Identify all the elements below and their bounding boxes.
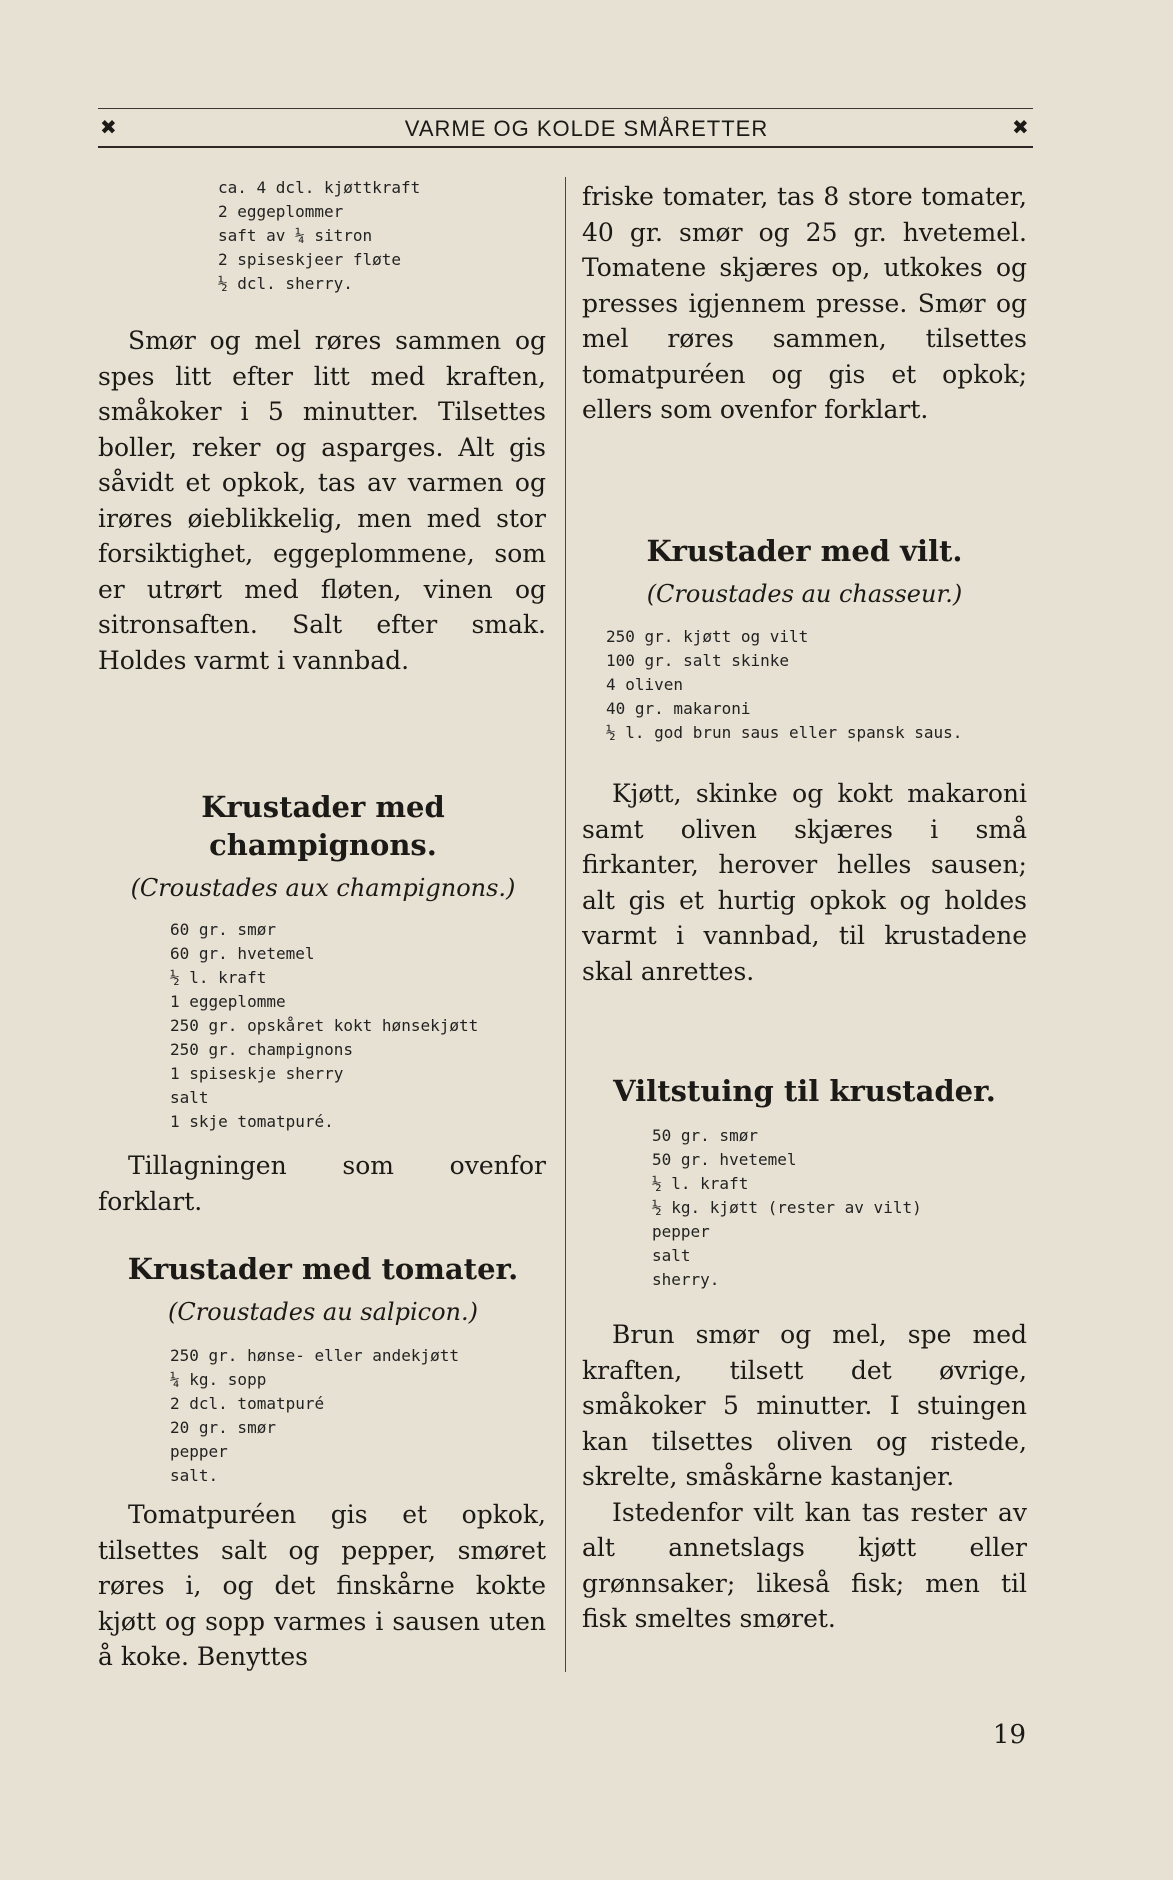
ingredient-item: 20 gr. smør <box>170 1418 276 1437</box>
subtitle-croustades-champignons: (Croustades aux champignons.) <box>130 874 516 902</box>
running-header-title: VARME OG KOLDE SMÅRETTER <box>404 116 769 141</box>
heading-viltstuing: Viltstuing til krustader. <box>613 1074 996 1108</box>
ingredient-item: salt <box>170 1088 209 1107</box>
ingredient-item: 50 gr. smør <box>652 1126 758 1145</box>
ingredient-item: ½ l. kraft <box>170 968 267 987</box>
ingredient-item: 250 gr. champignons <box>170 1040 354 1059</box>
ingredient-item: ½ l. kraft <box>652 1174 749 1193</box>
page-number: 19 <box>992 1720 1026 1750</box>
ingredient-item: 2 dcl. tomatpuré <box>170 1394 325 1413</box>
column-divider <box>565 177 566 1672</box>
paragraph-champignons-instructions: Tillagningen som ovenfor forklart. <box>98 1151 546 1216</box>
heading-krustader-champignons: Krustader med champignons. <box>201 790 445 862</box>
heading-krustader-tomater: Krustader med tomater. <box>127 1252 519 1286</box>
ingredient-item: 50 gr. hvetemel <box>652 1150 797 1169</box>
paragraph-tomater-continued: friske tomater, tas 8 store tomater, 40 gr. smør og 25 gr. hvetemel. Tomatene skjæres op, utkokes og presses igjennem presse. Smør og mel røres sammen, tilsettes tomatpuréen og gis et opkok; ellers som ovenfor forklart. <box>582 182 1027 424</box>
ingredient-item: ½ l. god brun saus eller spansk saus. <box>606 723 963 742</box>
header-rule-bottom <box>98 146 1033 148</box>
ingredient-item: 250 gr. hønse- eller andekjøtt <box>170 1346 459 1365</box>
ingredient-item: 250 gr. opskåret kokt hønsekjøtt <box>170 1016 479 1035</box>
ingredient-item: saft av ¼ sitron <box>218 226 373 245</box>
subtitle-croustades-salpicon: (Croustades au salpicon.) <box>168 1298 478 1326</box>
ingredient-item: 40 gr. makaroni <box>606 699 751 718</box>
ingredient-item: 60 gr. smør <box>170 920 276 939</box>
header-left-ornament-icon: ✖ <box>100 115 117 139</box>
ingredient-item: ½ dcl. sherry. <box>218 274 353 293</box>
ingredient-item: 2 spiseskjeer fløte <box>218 250 402 269</box>
ingredient-item: 4 oliven <box>606 675 684 694</box>
ingredient-item: sherry. <box>652 1270 720 1289</box>
ingredient-item: 2 eggeplommer <box>218 202 344 221</box>
paragraph-sauce-instructions: Smør og mel røres sammen og spes litt efter litt med kraften, småkoker i 5 minutter. Tilsettes boller, reker og asparges. Alt gis såvidt et opkok, tas av varmen og irøres øieblikkelig, men med stor forsiktighet, eggeplommene, som er utrørt med fløten, vinen og sitronsaften. Salt efter smak. Holdes varmt i vannbad. <box>98 326 546 675</box>
ingredient-item: pepper <box>170 1442 228 1461</box>
ingredient-item: salt. <box>170 1466 219 1485</box>
ingredient-item: pepper <box>652 1222 710 1241</box>
paragraph-vilt-instructions: Kjøtt, skinke og kokt makaroni samt oliven skjæres i små firkanter, herover helles sausen; alt gis et hurtig opkok og holdes varmt i vannbad, til krustadene skal anrettes. <box>582 779 1027 986</box>
ingredient-list-sauce <box>218 176 420 296</box>
ingredient-item: 60 gr. hvetemel <box>170 944 315 963</box>
ingredient-item: ca. 4 dcl. kjøttkraft <box>218 178 421 197</box>
ingredient-item: 1 eggeplomme <box>170 992 286 1011</box>
ingredient-item: 250 gr. kjøtt og vilt <box>606 627 809 646</box>
header-right-ornament-icon: ✖ <box>1012 115 1029 139</box>
ingredient-list-champignons <box>170 918 478 1134</box>
header-rule-top <box>98 108 1033 109</box>
paragraph-tomater-instructions: Tomatpuréen gis et opkok, tilsettes salt og pepper, smøret røres i, og det finskårne kokte kjøtt og sopp varmes i sausen uten å koke. Benyttes <box>98 1500 546 1671</box>
ingredient-item: 1 spiseskje sherry <box>170 1064 344 1083</box>
ingredient-item: 100 gr. salt skinke <box>606 651 790 670</box>
heading-krustader-vilt: Krustader med vilt. <box>646 534 963 568</box>
ingredient-item: ½ kg. kjøtt (rester av vilt) <box>652 1198 922 1217</box>
ingredient-list-tomater <box>170 1344 459 1488</box>
ingredient-item: salt <box>652 1246 691 1265</box>
ingredient-list-vilt <box>606 625 962 745</box>
ingredient-item: 1 skje tomatpuré. <box>170 1112 334 1131</box>
paragraph-viltstuing-instructions: Brun smør og mel, spe med kraften, tilsett det øvrige, småkoker 5 minutter. I stuingen kan tilsettes oliven og ristede, skrelte, småskårne kastanjer. Istedenfor vilt kan tas rester av alt annetslags kjøtt eller grønnsaker; likeså fisk; men til fisk smeltes smøret. <box>582 1320 1027 1633</box>
ingredient-item: ¼ kg. sopp <box>170 1370 267 1389</box>
ingredient-list-viltstuing <box>652 1124 922 1292</box>
subtitle-croustades-chasseur: (Croustades au chasseur.) <box>646 580 963 608</box>
